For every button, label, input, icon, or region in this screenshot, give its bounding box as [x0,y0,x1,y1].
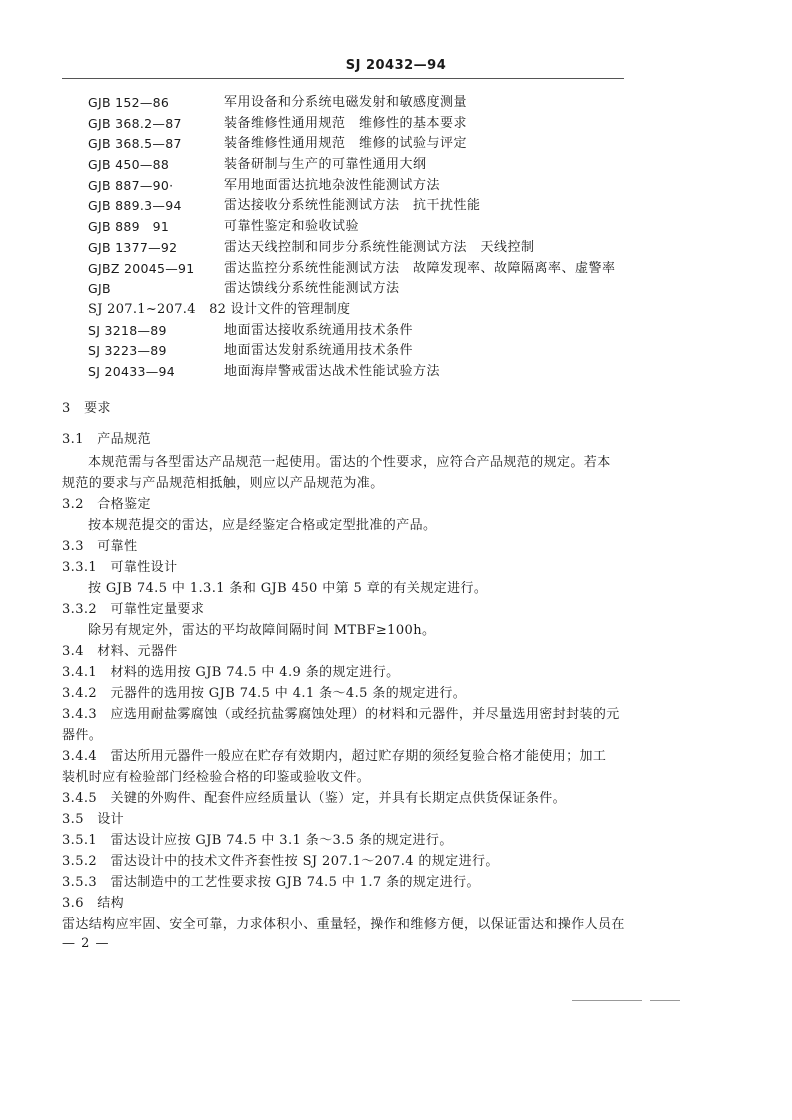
reference-code: GJB 152—86 [88,95,170,110]
reference-title: 雷达监控分系统性能测试方法 故障发现率、故障隔离率、虚警率 [224,260,616,276]
reference-code: GJB 368.5—87 [88,136,182,152]
reference-title: 装备研制与生产的可靠性通用大纲 [224,157,427,173]
reference-code: GJB 889.3—94 [88,198,182,214]
section-3-4-3-continued: 器件。 [62,728,103,743]
section-3-3-heading: 3.3 可靠性 [62,539,138,554]
reference-code: GJB 887—90· [88,177,174,193]
reference-item [88,217,648,238]
reference-item [88,176,648,197]
reference-item [88,238,648,259]
section-3-4-5: 3.4.5 关键的外购件、配套件应经质量认（鉴）定，并具有长期定点供货保证条件。 [62,791,567,806]
reference-title: 军用设备和分系统电磁发射和敏感度测量 [224,95,468,110]
section-3-5-2: 3.5.2 雷达设计中的技术文件齐套性按 SJ 207.1～207.4 的规定进行。 [62,854,499,869]
section-3-4-2: 3.4.2 元器件的选用按 GJB 74.5 中 4.1 条～4.5 条的规定进行。 [62,686,467,701]
reference-title: 雷达天线控制和同步分系统性能测试方法 天线控制 [224,239,535,255]
reference-title: 雷达馈线分系统性能测试方法 [224,281,400,297]
reference-title: 装备维修性通用规范 维修的试验与评定 [224,136,468,152]
section-3-3-2-paragraph: 除另有规定外，雷达的平均故障间隔时间 MTBF≥100h。 [88,623,436,638]
section-3-5-3: 3.5.3 雷达制造中的工艺性要求按 GJB 74.5 中 1.7 条的规定进行。 [62,875,480,890]
reference-title: 地面雷达接收系统通用技术条件 [224,322,414,338]
section-3-4-1: 3.4.1 材料的选用按 GJB 74.5 中 4.9 条的规定进行。 [62,665,400,680]
reference-item [88,362,648,383]
section-3-3-2-heading: 3.3.2 可靠性定量要求 [62,602,205,617]
document-number-header: SJ 20432—94 [345,58,447,73]
reference-code: GJB 889 91 [88,219,170,235]
reference-title: 地面雷达发射系统通用技术条件 [224,343,414,359]
reference-code: SJ 3218—89 [88,322,167,338]
reference-item [88,93,648,114]
reference-code: GJB 368.2—87 [88,115,182,131]
section-3-5-1: 3.5.1 雷达设计应按 GJB 74.5 中 3.1 条～3.5 条的规定进行。 [62,833,453,848]
scan-artifact [572,1000,642,1001]
reference-item [88,279,648,300]
reference-title: 可靠性鉴定和验收试验 [224,219,360,235]
reference-code: GJB 450—88 [88,157,170,173]
reference-item [88,259,648,280]
section-3-3-1-heading: 3.3.1 可靠性设计 [62,560,178,575]
page-number: — 2 — [62,936,110,951]
section-3-5-heading: 3.5 设计 [62,812,125,827]
section-3-2-heading: 3.2 合格鉴定 [62,497,151,512]
section-3-4-3: 3.4.3 应选用耐盐雾腐蚀（或经抗盐雾腐蚀处理）的材料和元器件，并尽量选用密封封装的元 [62,707,620,722]
section-3-6-paragraph: 雷达结构应牢固、安全可靠，力求体积小、重量轻，操作和维修方便，以保证雷达和操作人员在 [62,917,625,932]
section-3-2-paragraph: 按本规范提交的雷达，应是经鉴定合格或定型批准的产品。 [88,518,437,533]
reference-code: GJB 1377—92 [88,239,178,255]
reference-item [88,321,648,342]
reference-item [88,114,648,135]
section-3-1-paragraph: 本规范需与各型雷达产品规范一起使用。雷达的个性要求，应符合产品规范的规定。若本 [88,455,611,470]
reference-list [88,93,648,383]
section-3-1-paragraph: 规范的要求与产品规范相抵触，则应以产品规范为准。 [62,476,384,491]
section-3-4-4: 3.4.4 雷达所用元器件一般应在贮存有效期内，超过贮存期的须经复验合格才能使用；加工 [62,749,607,764]
reference-item [88,341,648,362]
reference-item [88,134,648,155]
reference-title: 雷达接收分系统性能测试方法 抗干扰性能 [224,198,481,214]
scan-artifact [650,1000,680,1001]
section-3-6-heading: 3.6 结构 [62,896,125,911]
reference-item [88,196,648,217]
reference-item [88,300,648,321]
reference-code: SJ 207.1~207.4 82 设计文件的管理制度 [88,301,351,317]
section-3-1-heading: 3.1 产品规范 [62,432,151,447]
section-3-heading: 3 要求 [62,401,111,416]
reference-code: SJ 20433—94 [88,363,176,379]
section-3-4-heading: 3.4 材料、元器件 [62,644,178,659]
reference-code: SJ 3223—89 [88,343,167,359]
reference-code: GJB [88,281,111,297]
reference-title: 地面海岸警戒雷达战术性能试验方法 [224,363,441,379]
reference-item [88,155,648,176]
header-rule [62,78,624,79]
section-3-4-4-continued: 装机时应有检验部门经检验合格的印鉴或验收文件。 [62,770,371,785]
section-3-3-1-paragraph: 按 GJB 74.5 中 1.3.1 条和 GJB 450 中第 5 章的有关规定进行。 [88,581,488,596]
reference-code: GJBZ 20045—91 [88,260,195,276]
reference-title: 军用地面雷达抗地杂波性能测试方法 [224,177,441,193]
reference-title: 装备维修性通用规范 维修性的基本要求 [224,115,468,131]
